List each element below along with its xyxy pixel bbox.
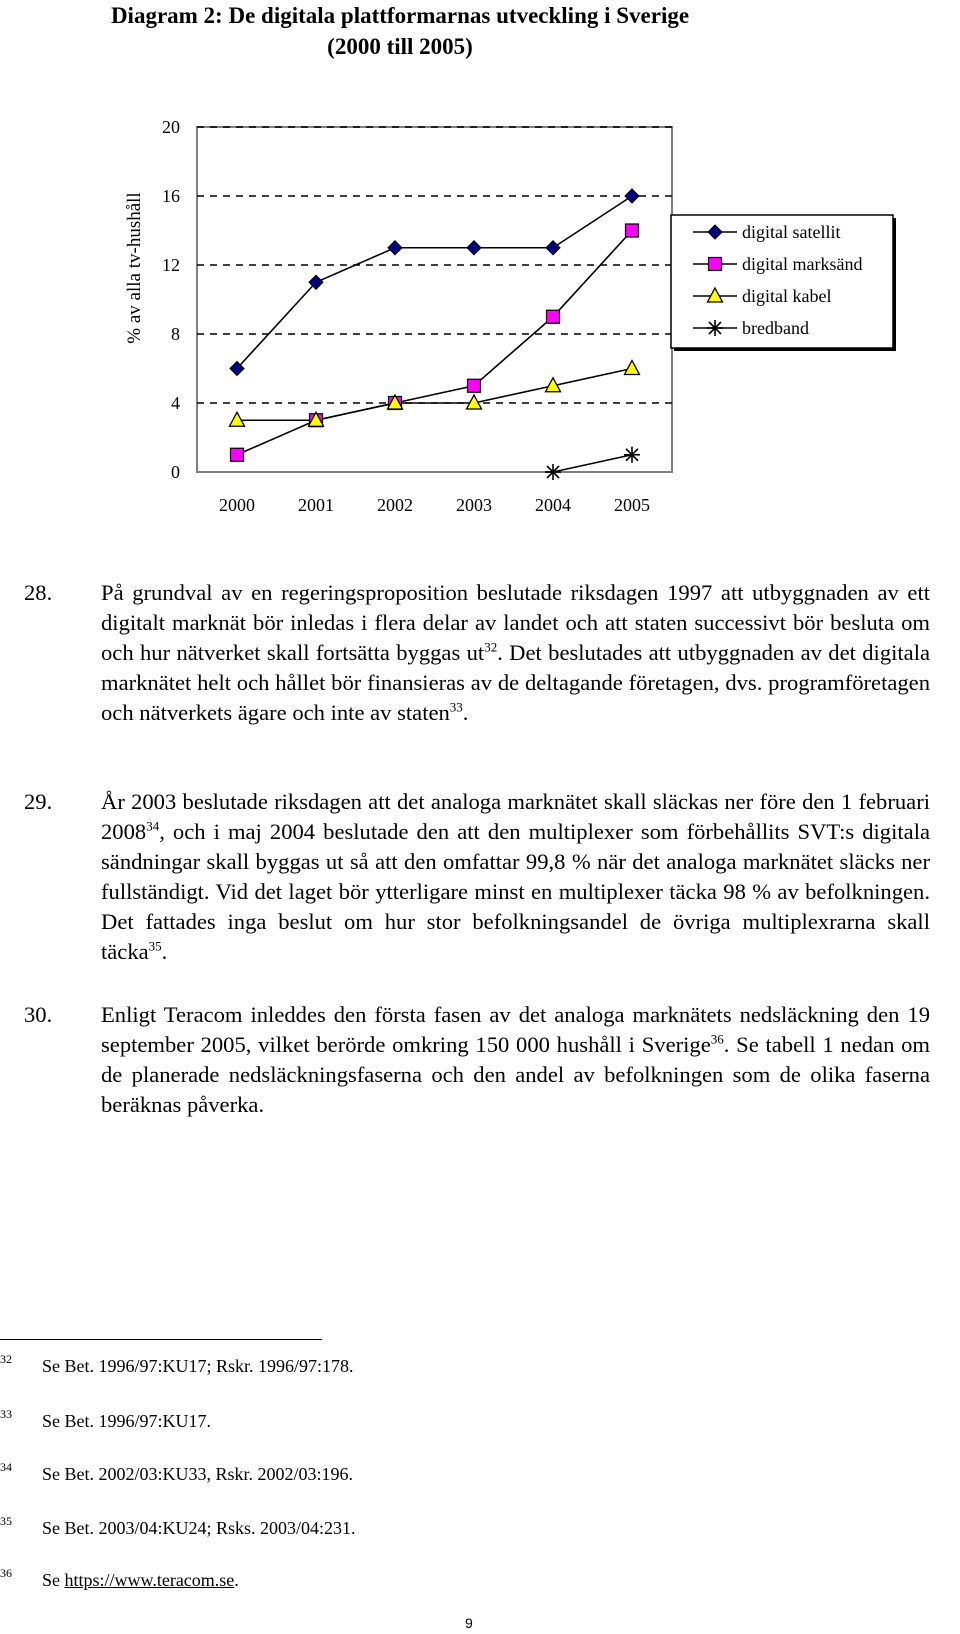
x-tick-label: 2000 (219, 495, 255, 515)
chart-title: Diagram 2: De digitala plattformarnas utveckling i Sverige (110, 3, 690, 28)
footnote-number: 35 (0, 1514, 12, 1528)
footnote-ref[interactable]: 33 (449, 699, 463, 715)
chart-subtitle: (2000 till 2005) (327, 34, 473, 59)
x-tick-label: 2002 (377, 495, 413, 515)
footnote-text: Se Bet. 1996/97:KU17; Rskr. 1996/97:178. (42, 1356, 354, 1376)
x-tick-label: 2004 (535, 495, 571, 515)
data-point (231, 448, 244, 461)
y-tick-label: 16 (162, 186, 180, 206)
footnote-number: 33 (0, 1407, 12, 1421)
footnote-number: 34 (0, 1460, 12, 1474)
footnote-ref[interactable]: 35 (148, 938, 162, 954)
footnote-ref[interactable]: 36 (710, 1031, 724, 1047)
data-point (468, 379, 481, 392)
y-tick-label: 20 (162, 117, 180, 137)
footnote-text: Se Bet. 1996/97:KU17. (42, 1411, 211, 1431)
y-tick-label: 12 (162, 255, 180, 275)
paragraph-number: 29. (24, 789, 53, 814)
paragraph-number: 28. (24, 580, 53, 605)
x-tick-label: 2001 (298, 495, 334, 515)
teracom-link[interactable]: https://www.teracom.se (64, 1570, 235, 1590)
footnote-text: Se Bet. 2003/04:KU24; Rsks. 2003/04:231. (42, 1518, 356, 1538)
footnote-ref[interactable]: 34 (146, 818, 160, 834)
data-point (626, 224, 639, 237)
footnote-ref[interactable]: 32 (484, 639, 498, 655)
data-point (545, 464, 561, 480)
paragraph-text: År 2003 beslutade riksdagen att det analoga marknätet skall släckas ner före den 1 februari 2008$^{34}$, och i maj 2004 beslutade den att den multiplexer som förbehållits SVT:s digitala sändningar skall byggas ut så att den omfattar 99,8 % när det analoga marknätet släcks ner fullständigt. Vid det laget bör ytterligare minst en multiplexer täcka 98 % av befolkningen. Det fattades inga beslut om hur stor befolkningsandel de övriga multiplexrarna skall täcka$^{35}$. (101, 789, 930, 964)
legend-marker (707, 320, 723, 336)
legend-label: digital satellit (742, 222, 841, 242)
footnote-number: 32 (0, 1352, 12, 1366)
legend-label: digital kabel (742, 286, 832, 306)
footnote-divider (0, 1339, 322, 1340)
legend-label: bredband (742, 318, 809, 338)
paragraph-text: Enligt Teracom inleddes den första fasen av det analoga marknätets nedsläckning den 19 september 2005, vilket berörde omkring 150 000 hushåll i Sverige$^{36}$. Se tabell 1 nedan om de planerade nedsläckningsfaserna och den andel av befolkningen som de olika faserna beräknas påverka. (101, 1002, 930, 1117)
x-tick-label: 2003 (456, 495, 492, 515)
paragraph-text: På grundval av en regeringsproposition beslutade riksdagen 1997 att utbyggnaden av ett digitalt marknät bör inledas i flera delar av landet och att staten successivt bör besluta om och hur nätverket skall fortsätta byggas ut$^{32}$. Det beslutades att utbyggnaden av det digitala marknätet helt och hållet bör finansieras av de deltagande företagen, dvs. programföretagen och nätverkets ägare och inte av staten$^{33}$. (101, 580, 931, 725)
y-tick-label: 8 (171, 324, 180, 344)
footnote-number: 36 (0, 1566, 12, 1580)
data-point (547, 310, 560, 323)
footnote-text: Se https://www.teracom.se. (42, 1570, 239, 1590)
paragraph-number: 30. (24, 1002, 53, 1027)
y-axis-label: % av alla tv-hushåll (124, 192, 145, 344)
data-point (624, 447, 640, 463)
y-tick-label: 0 (171, 462, 180, 482)
footnote-text: Se Bet. 2002/03:KU33, Rskr. 2002/03:196. (42, 1464, 354, 1484)
y-tick-label: 4 (171, 393, 180, 413)
line-chart (0, 0, 960, 520)
legend-label: digital marksänd (742, 254, 863, 274)
x-tick-label: 2005 (614, 495, 650, 515)
legend-marker (709, 258, 722, 271)
page-number: 9 (465, 1615, 473, 1631)
